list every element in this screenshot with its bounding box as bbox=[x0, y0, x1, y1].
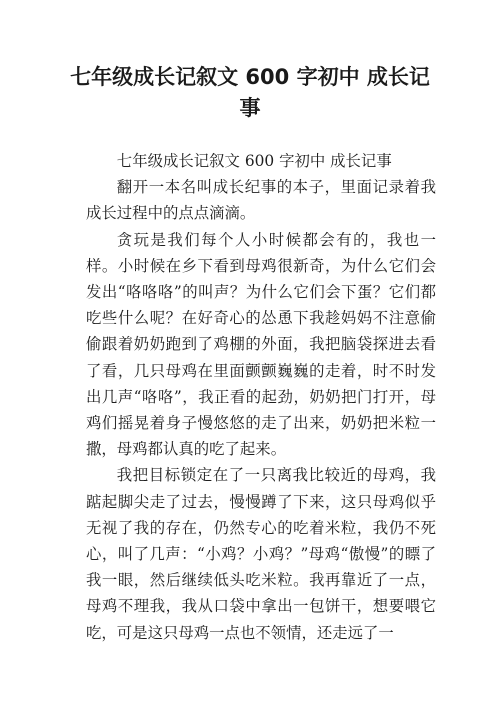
paragraph-subtitle: 七年级成长记叙文 600 字初中 成长记事 bbox=[116, 152, 392, 170]
paragraph-intro: 翻开一本名叫成长纪事的本子，里面记录着我成长过程中的点点滴滴。 bbox=[86, 178, 436, 223]
paragraph-target-hen: 我把目标锁定在了一只离我比较近的母鸡，我踮起脚尖走了过去，慢慢蹲了下来，这只母鸡似乎无视了我的存在，仍然专心的吃着米粒，我仍不死心，叫了几声：“小鸡？小鸡？”母鸡“傲慢”的瞟了我一眼，然后继续低头吃米粒。我再靠近了一点，母鸡不理我，我从口袋中拿出一包饼干，想要喂它吃，可是这只母鸡一点也不领情，还走远了一 bbox=[86, 466, 436, 642]
document-title: 七年级成长记叙文 600 字初中 成长记事 bbox=[70, 65, 430, 120]
paragraph-curiosity: 贪玩是我们每个人小时候都会有的，我也一样。小时候在乡下看到母鸡很新奇，为什么它们会发出“咯咯咯”的叫声？为什么它们会下蛋？它们都吃些什么呢？在好奇心的怂恿下我趁妈妈不注意偷偷跟着奶奶跑到了鸡棚的外面，我把脑袋探进去看了看，几只母鸡在里面颤颤巍巍的走着，时不时发出几声“咯咯”，我正看的起劲，奶奶把门打开，母鸡们摇晃着身子慢悠悠的走了出来，奶奶把米粒一撒，母鸡都认真的吃了起来。 bbox=[86, 230, 436, 459]
document-body bbox=[86, 148, 436, 646]
